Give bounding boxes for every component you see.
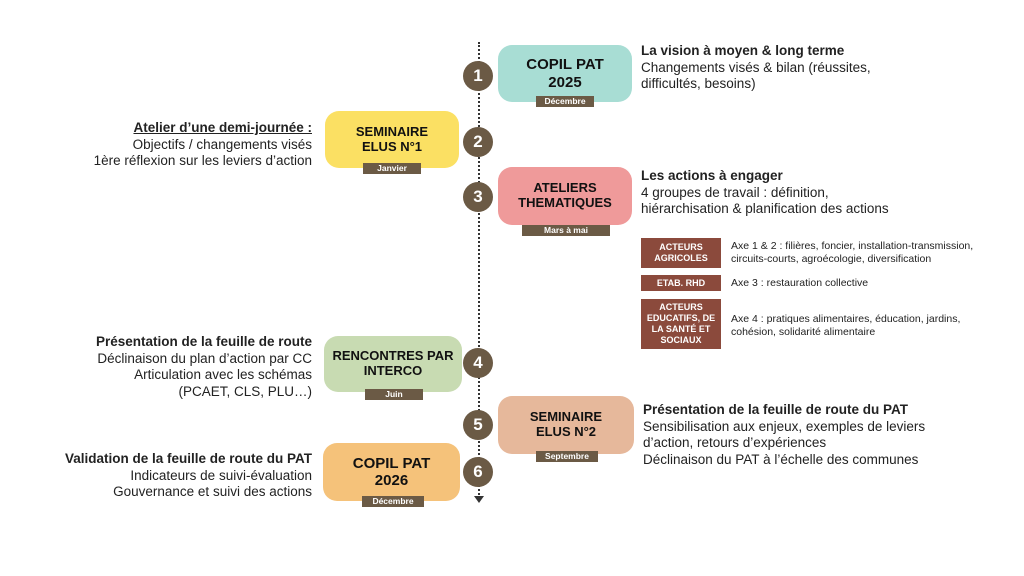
step-5-description [643,402,1013,468]
step-card-2-title: SEMINAIRE ELUS N°1 [355,123,429,154]
step-card-4-title: RENCONTRES PAR INTERCO [332,348,454,378]
axis-tag-rhd: ETAB. RHD [641,275,721,291]
step-4-line-1: Déclinaison du plan d’action par CC [97,350,312,366]
step-card-2 [325,111,459,168]
step-1-description [641,43,1011,93]
step-card-6 [323,443,460,501]
step-3-line-1: 4 groupes de travail : définition, [641,184,829,200]
step-card-1-title: COPIL PAT 2025 [526,56,604,91]
step-5-heading: Présentation de la feuille de route du PAT [643,402,909,417]
step-number-1: 1 [463,61,493,91]
step-2-description [20,120,312,170]
step-card-6-title: COPIL PAT 2026 [352,454,431,489]
step-card-3 [498,167,632,225]
axis-text-4: Axe 4 : pratiques alimentaires, éducation, jardins, cohésion, solidarité alimentaire [731,313,961,338]
step-5-line-3: Déclinaison du PAT à l’échelle des communes [643,451,919,467]
step-date-1: Décembre [536,96,594,107]
step-number-3: 3 [463,182,493,212]
step-6-heading: Validation de la feuille de route du PAT [64,451,312,466]
step-card-3-title: ATELIERS THEMATIQUES [518,180,612,210]
step-3-description [641,168,1011,218]
step-number-6: 6 [463,457,493,487]
step-date-2: Janvier [363,163,421,174]
step-2-heading: Atelier d’une demi-journée : [133,120,312,135]
step-1-line-1: Changements visés & bilan (réussites, [641,59,871,75]
step-date-5: Septembre [536,451,598,462]
step-6-line-1: Indicateurs de suivi-évaluation [130,467,312,483]
step-date-3: Mars à mai [522,225,610,236]
axis-tag-agricoles: ACTEURS AGRICOLES [641,238,721,268]
step-card-1 [498,45,632,102]
step-5-line-1: Sensibilisation aux enjeux, exemples de leviers [643,418,926,434]
step-4-description [20,334,312,400]
step-number-4: 4 [463,348,493,378]
step-number-5: 5 [463,410,493,440]
step-1-line-2: difficultés, besoins) [641,76,756,91]
step-date-6: Décembre [362,496,424,507]
axis-text-3: Axe 3 : restauration collective [731,277,869,289]
step-3-line-2: hiérarchisation & planification des actions [641,201,889,216]
step-5-line-2: d’action, retours d’expériences [643,435,827,450]
step-card-5 [498,396,634,454]
step-4-line-3: (PCAET, CLS, PLU…) [178,383,312,399]
step-3-heading: Les actions à engager [641,168,783,183]
step-card-5-title: SEMINAIRE ELUS N°2 [529,409,603,439]
step-number-2: 2 [463,127,493,157]
step-card-4 [324,336,462,392]
step-6-description [20,451,312,501]
step-2-line-1: Objectifs / changements visés [132,136,312,152]
timeline-arrow [474,496,484,503]
step-4-line-2: Articulation avec les schémas [134,367,312,382]
step-2-line-2: 1ère réflexion sur les leviers d’action [93,153,312,168]
axis-tag-educatifs: ACTEURS EDUCATIFS, DE LA SANTÉ ET SOCIAUX [641,299,721,349]
axis-text-1-2: Axe 1 & 2 : filières, foncier, installation-transmission, circuits-courts, agroécologie, diversification [731,240,974,265]
step-date-4: Juin [365,389,423,400]
step-4-heading: Présentation de la feuille de route [95,334,312,349]
step-6-line-2: Gouvernance et suivi des actions [113,484,312,499]
step-1-heading: La vision à moyen & long terme [641,43,845,58]
